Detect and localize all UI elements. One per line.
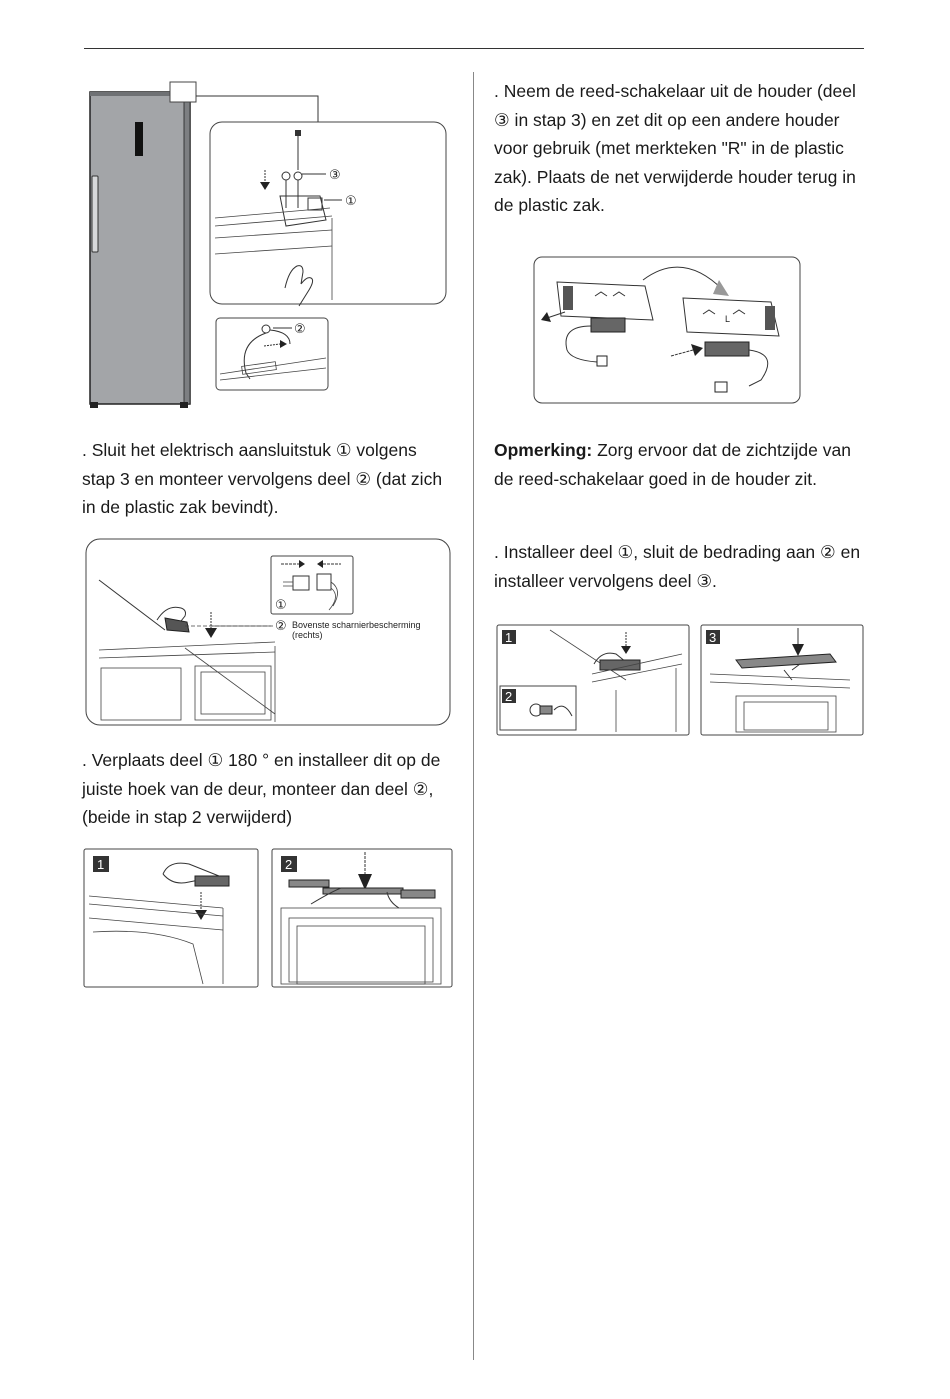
detail-connector-box [216, 318, 328, 390]
figure-move-part [83, 848, 453, 990]
figure-install-parts [496, 624, 864, 738]
fig5-panel-3 [701, 625, 863, 735]
fig3-label-2: 2 [285, 857, 293, 872]
step-a-text: . Sluit het elektrisch aansluitstuk ① volgens stap 3 en monteer vervolgens deel ② (dat zich in de plastic zak bevindt). [82, 440, 443, 517]
note-text [494, 436, 864, 493]
fig3-panel-1 [84, 849, 258, 987]
fig5-label-1: 1 [505, 630, 513, 645]
figure-fridge-hinge [80, 78, 450, 413]
header-rule [84, 48, 864, 49]
fig5-label-2: 2 [505, 689, 513, 704]
note-label: Opmerking: [494, 440, 593, 460]
fridge-handle [92, 176, 98, 252]
fig1-callout-2: ② [294, 322, 306, 337]
fig5-label-3: 3 [709, 630, 717, 645]
step-c-text: . Neem de reed-schakelaar uit de houder (deel ③ in stap 3) en zet dit op een andere houder voor gebruik (met merkteken "R" in de plastic zak). Plaats de net verwijderde houder terug in de plastic zak. [494, 81, 856, 215]
fig2-callout-2: ② [275, 619, 287, 634]
hinge-cover-sublabel: (rechts) [292, 630, 323, 640]
figure-reed-switch [533, 256, 801, 404]
display-panel [135, 122, 143, 156]
fig1-callout-3: ③ [329, 168, 341, 183]
step-b-text: . Verplaats deel ① 180 ° en installeer dit op de juiste hoek van de deur, monteer dan deel ②, (beide in stap 2 verwijderd) [82, 750, 441, 827]
step-d-text: . Installeer deel ①, sluit de bedrading aan ② en installeer vervolgens deel ③. [494, 542, 861, 591]
hinge-cover-label: Bovenste scharnierbescherming [292, 620, 421, 630]
fig3-label-1: 1 [97, 857, 105, 872]
column-divider [473, 72, 474, 1360]
holder-mark-L: L [725, 314, 731, 324]
figure-connector-cover [85, 538, 451, 726]
fig1-callout-1: ① [345, 194, 357, 209]
detail-hinge-box [210, 122, 446, 304]
fig2-callout-1: ① [275, 598, 287, 613]
note-body: Zorg ervoor dat de zichtzijde van de reed-schakelaar goed in de houder zit. [494, 440, 851, 489]
